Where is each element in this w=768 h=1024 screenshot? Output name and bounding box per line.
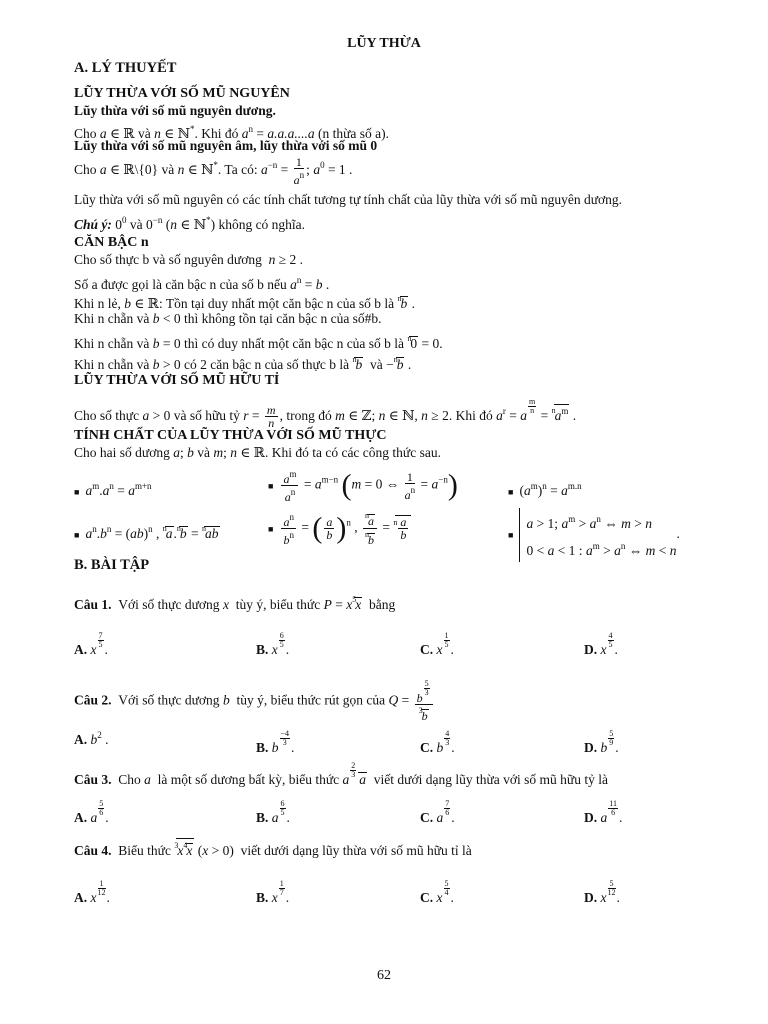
formula-product-same-exponent: ■ $a^n.b^n = (ab)^n$ , $^n$a.$^n$b = $^n$ab [74, 524, 219, 541]
note-zero-power: Chú ý: $0^0$ và $0^{-n}$ (n ∈ ℕ*) không có nghĩa. [74, 215, 306, 232]
q2-option-d[interactable]: D. b $\frac{5}{9}$ . [584, 729, 619, 755]
root-line-3: Khi n lẻ, b ∈ ℝ: Tồn tại duy nhất một căn bậc n của số b là $^n$b . [74, 294, 416, 311]
formula-comparison: ■a > 1; $a^m > a^n$ ⇔ m > n 0 < a < 1 : $a^m > a^n$ ⇔ m < n. [508, 508, 680, 562]
question-4: Câu 4. Biểu thức $^3x^4x$ (x > 0) viết dưới dạng lũy thừa với số mũ hữu tỉ là [74, 838, 472, 859]
q4-option-d[interactable]: D. x $\frac{5}{12}$ . [584, 879, 620, 905]
heading-nth-root: CĂN BẬC n [74, 235, 149, 250]
rational-exponent-definition: Cho số thực a > 0 và số hữu tỷ r = $\frac{m}{n}$ , trong đó m ∈ ℤ; n ∈ ℕ, n ≥ 2. Khi đó $a^r = a$ $\frac{m}{n}$ = $^na^m$ . [74, 397, 577, 431]
heading-real-exponent: TÍNH CHẤT CỦA LŨY THỪA VỚI SỐ MŨ THỰC [74, 428, 387, 443]
q2-option-a[interactable]: A. $b^2$ . [74, 730, 109, 747]
root-line-6: Khi n chẵn và b > 0 có 2 căn bậc n của số thực b là $^n$b và −$^n$b . [74, 355, 412, 372]
formula-quotient-same-exponent: ■ $\frac{a^n}{b^n}$ = ( $\frac{a}{b}$ )$^n$ , $\frac{^na}{^nb}$ = $^n$ $\frac{a}{b}$ [268, 510, 411, 547]
section-a-heading: A. LÝ THUYẾT [74, 60, 177, 76]
formula-quotient-same-base: ■ $\frac{a^m}{a^n}$ = $a^{m-n}$ (m = 0 ⇔ $\frac{1}{a^n}$ = $a^{-n}$) [268, 468, 458, 504]
heading-rational-exponent: LŨY THỪA VỚI SỐ MŨ HỮU TỈ [74, 373, 280, 388]
q3-option-d[interactable]: D. a $\frac{11}{6}$ . [584, 799, 623, 825]
q1-option-b[interactable]: B. x $\frac{6}{5}$ . [256, 631, 290, 657]
section-b-heading: B. BÀI TẬP [74, 557, 150, 573]
heading-negative-exponent: Lũy thừa với số mũ nguyên âm, lũy thừa với số mũ 0 [74, 138, 378, 153]
q4-option-c[interactable]: C. x $\frac{5}{4}$ . [420, 879, 454, 905]
root-line-2: Số a được gọi là căn bậc n của số b nếu $a^n = b$ . [74, 275, 330, 292]
formula-product-same-base: ■ $a^m.a^n = a^{m+n}$ [74, 481, 152, 498]
question-2: Câu 2. Với số thực dương b tùy ý, biểu thức rút gọn của Q = b $\frac{5}{3}$ $^3$b [74, 680, 435, 723]
heading-integer-exponent: LŨY THỪA VỚI SỐ MŨ NGUYÊN [74, 86, 290, 101]
question-1: Câu 1. Với số thực dương x tùy ý, biểu thức $P = x^5x$ bằng [74, 595, 396, 612]
real-exponent-intro: Cho hai số dương a; b và m; n ∈ ℝ. Khi đó ta có các công thức sau. [74, 445, 441, 460]
positive-exponent-definition: Cho a ∈ ℝ và n ∈ ℕ*. Khi đó $a^n = a.a.a....a$ (n thừa số a). [74, 124, 389, 141]
page-title: LŨY THỪA [347, 36, 421, 51]
page-number: 62 [377, 968, 391, 983]
formula-power-of-power: ■ $(a^m)^n = a^{m.n}$ [508, 481, 582, 498]
q4-option-a[interactable]: A. x $\frac{1}{12}$ . [74, 879, 110, 905]
q3-option-b[interactable]: B. a $\frac{6}{5}$ . [256, 799, 290, 825]
root-line-4: Khi n chẵn và b < 0 thì không tồn tại căn bậc n của số#b. [74, 311, 382, 326]
q3-option-a[interactable]: A. a $\frac{5}{6}$ . [74, 799, 109, 825]
q2-option-b[interactable]: B. b $\frac{-4}{3}$ . [256, 729, 295, 755]
heading-positive-exponent: Lũy thừa với số mũ nguyên dương. [74, 103, 276, 118]
q4-option-b[interactable]: B. x $\frac{1}{7}$ . [256, 879, 290, 905]
q1-option-d[interactable]: D. x $\frac{4}{5}$ . [584, 631, 618, 657]
q3-option-c[interactable]: C. a $\frac{7}{6}$ . [420, 799, 455, 825]
q1-option-a[interactable]: A. x $\frac{7}{5}$ . [74, 631, 108, 657]
q1-option-c[interactable]: C. x $\frac{1}{5}$ . [420, 631, 454, 657]
root-line-5: Khi n chẵn và b = 0 thì có duy nhất một căn bậc n của số b là $^n$0 = 0. [74, 334, 443, 351]
question-3: Câu 3. Cho a là một số dương bất kỳ, biểu thức a $\frac{2}{3}$ a viết dưới dạng lũy thừa với số mũ hữu tỷ là [74, 761, 608, 787]
integer-properties-note: Lũy thừa với số mũ nguyên có các tính chất tương tự tính chất của lũy thừa với số mũ nguyên dương. [74, 192, 623, 207]
negative-exponent-definition: Cho a ∈ ℝ\{0} và n ∈ ℕ*. Ta có: $a^{-n}$ = $\frac{1}{a^n}$ ; $a^0 = 1$ . [74, 155, 353, 187]
root-line-1: Cho số thực b và số nguyên dương n ≥ 2 . [74, 252, 304, 267]
q2-option-c[interactable]: C. b $\frac{4}{3}$ . [420, 729, 455, 755]
